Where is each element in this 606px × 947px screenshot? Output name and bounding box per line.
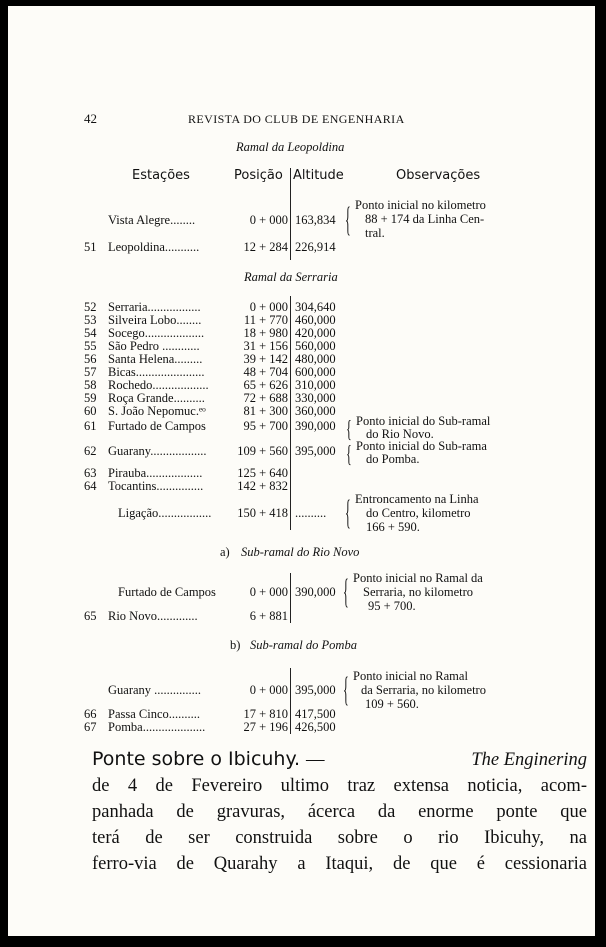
station-altitude: 226,914	[295, 240, 336, 254]
article-line: panhada de gravuras, ácerca da enorme ponte que	[92, 802, 587, 822]
station-name: Guarany..................	[108, 444, 207, 458]
station-name: Pomba....................	[108, 720, 206, 734]
station-altitude: 420,000	[295, 326, 336, 340]
station-altitude: 395,000	[295, 683, 336, 697]
station-name: Rio Novo.............	[108, 609, 198, 623]
observation: tral.	[365, 226, 385, 240]
station-number: 62	[84, 444, 97, 458]
station-name: Guarany ...............	[108, 683, 202, 697]
station-name: Pirauba..................	[108, 466, 203, 480]
col-header-estacoes: Estações	[132, 168, 190, 183]
station-position: 142 + 832	[237, 479, 288, 493]
article-heading-line	[92, 746, 587, 773]
station-altitude: 390,000	[295, 419, 336, 433]
station-number: 65	[84, 609, 97, 623]
station-position: 31 + 156	[243, 339, 288, 353]
station-name: Furtado de Campos	[108, 419, 206, 433]
station-number: 64	[84, 479, 97, 493]
station-position: 0 + 000	[249, 213, 288, 227]
station-position: 6 + 881	[249, 609, 288, 623]
page-number: 42	[84, 111, 97, 126]
station-altitude: 480,000	[295, 352, 336, 366]
station-name: São Pedro ............	[108, 339, 200, 353]
station-name: Santa Helena.........	[108, 352, 203, 366]
section-title-leopoldina: Ramal da Leopoldina	[236, 140, 345, 154]
station-name: Vista Alegre........	[108, 213, 196, 227]
station-name: Serraria.................	[108, 300, 201, 314]
station-altitude: ..........	[295, 506, 327, 520]
station-name: Tocantins...............	[108, 479, 204, 493]
station-altitude: 390,000	[295, 585, 336, 599]
col-header-altitude: Altitude	[293, 168, 344, 183]
brace: {	[345, 492, 351, 533]
article-line: terá de ser construida sobre o rio Ibicuhy, na	[92, 828, 587, 848]
article-heading: Ponte sobre o Ibicuhy.	[92, 748, 301, 770]
station-position: 18 + 980	[243, 326, 288, 340]
station-name: Socego...................	[108, 326, 205, 340]
observation: Ponto inicial do Sub-ramal	[356, 414, 491, 428]
observation: Ponto inicial no Ramal da	[353, 571, 483, 585]
station-name: Ligação.................	[118, 506, 212, 520]
observation: do Pomba.	[366, 452, 420, 466]
station-position: 39 + 142	[243, 352, 288, 366]
station-altitude: 304,640	[295, 300, 336, 314]
observation: Ponto inicial no kilometro	[355, 198, 486, 212]
station-position: 0 + 000	[249, 300, 288, 314]
station-number: 60	[84, 404, 97, 418]
station-altitude: 560,000	[295, 339, 336, 353]
station-altitude: 395,000	[295, 444, 336, 458]
station-number: 54	[84, 326, 97, 340]
station-position: 17 + 810	[243, 707, 288, 721]
column-rule	[290, 168, 291, 260]
station-altitude: 426,500	[295, 720, 336, 734]
observation: 95 + 700.	[368, 599, 416, 613]
station-altitude: 460,000	[295, 313, 336, 327]
observation: Serraria, no kilometro	[363, 585, 474, 599]
station-number: 51	[84, 240, 97, 254]
observation: 166 + 590.	[366, 520, 420, 534]
station-position: 0 + 000	[249, 585, 288, 599]
observation: Entroncamento na Linha	[355, 492, 479, 506]
observation: Ponto inicial do Sub-rama	[356, 439, 487, 453]
station-number: 52	[84, 300, 97, 314]
station-position: 27 + 196	[243, 720, 288, 734]
col-header-observacoes: Observações	[396, 168, 481, 183]
section-title-rio-novo: Sub-ramal do Rio Novo	[241, 545, 360, 559]
station-position: 65 + 626	[243, 378, 288, 392]
station-altitude: 600,000	[295, 365, 336, 379]
station-name: Passa Cinco..........	[108, 707, 201, 721]
brace: {	[343, 669, 349, 710]
station-name: Bicas......................	[108, 365, 205, 379]
station-altitude: 330,000	[295, 391, 336, 405]
station-number: 61	[84, 419, 97, 433]
station-name: Silveira Lobo........	[108, 313, 202, 327]
station-name: Rochedo..................	[108, 378, 209, 392]
observation: 88 + 174 da Linha Cen-	[365, 212, 485, 226]
station-position: 48 + 704	[243, 365, 288, 379]
station-name: Furtado de Campos	[118, 585, 216, 599]
article-line: ferro-via de Quarahy a Itaqui, de que é cessionaria	[92, 854, 587, 874]
station-name: Leopoldina...........	[108, 240, 200, 254]
station-position: 12 + 284	[243, 240, 288, 254]
station-number: 58	[84, 378, 97, 392]
col-header-posicao: Posição	[234, 168, 283, 183]
station-number: 67	[84, 720, 97, 734]
running-header: REVISTA DO CLUB DE ENGENHARIA	[188, 112, 405, 126]
observation: da Serraria, no kilometro	[361, 683, 486, 697]
station-name: Roça Grande..........	[108, 391, 205, 405]
station-number: 66	[84, 707, 97, 721]
station-position: 95 + 700	[243, 419, 288, 433]
station-position: 81 + 300	[243, 404, 288, 418]
observation: Ponto inicial no Ramal	[353, 669, 468, 683]
station-altitude: 417,500	[295, 707, 336, 721]
brace: {	[346, 440, 352, 468]
station-position: 11 + 770	[243, 313, 288, 327]
observation: 109 + 560.	[365, 697, 419, 711]
station-position: 72 + 688	[243, 391, 288, 405]
station-number: 57	[84, 365, 97, 379]
brace: {	[346, 415, 352, 443]
station-position: 150 + 418	[237, 506, 288, 520]
station-altitude: 360,000	[295, 404, 336, 418]
column-rule	[290, 573, 291, 623]
subsection-prefix: b)	[230, 638, 241, 652]
document-page	[8, 6, 595, 936]
section-title-serraria: Ramal da Serraria	[244, 270, 338, 284]
station-number: 59	[84, 391, 97, 405]
brace: {	[345, 199, 351, 240]
station-number: 56	[84, 352, 97, 366]
article-line: de 4 de Fevereiro ultimo traz extensa noticia, acom-	[92, 776, 587, 796]
station-number: 55	[84, 339, 97, 353]
station-position: 125 + 640	[237, 466, 288, 480]
station-number: 53	[84, 313, 97, 327]
column-rule	[290, 668, 291, 734]
subsection-prefix: a)	[220, 545, 230, 559]
station-altitude: 163,834	[295, 213, 336, 227]
article-source: The Enginering	[471, 750, 587, 770]
station-position: 109 + 560	[237, 444, 288, 458]
station-altitude: 310,000	[295, 378, 336, 392]
article-dash: —	[306, 750, 325, 770]
section-title-pomba: Sub-ramal do Pomba	[250, 638, 357, 652]
station-position: 0 + 000	[249, 683, 288, 697]
observation: do Centro, kilometro	[366, 506, 471, 520]
observation: do Rio Novo.	[366, 427, 434, 441]
station-name: S. João Nepomuc.ᵉᵒ	[108, 404, 206, 418]
station-number: 63	[84, 466, 97, 480]
brace: {	[343, 571, 349, 612]
column-rule	[290, 296, 291, 530]
